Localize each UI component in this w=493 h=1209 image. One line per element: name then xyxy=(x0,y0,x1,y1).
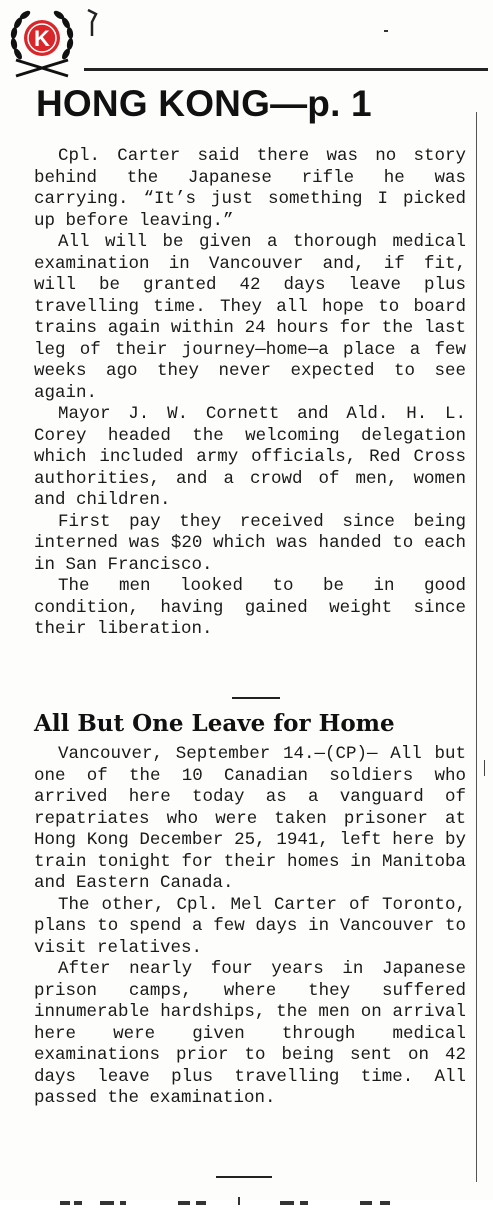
paragraph: After nearly four years in Japanese prison camps, where they suffered innumerable hardships, the men on arrival here were given through medical examinations prior to being sent on 42 days leave plus travelling time. All passed the examination. xyxy=(34,959,466,1108)
top-rule xyxy=(84,68,488,71)
article-continuation xyxy=(34,146,466,641)
headline: HONG KONG—p. 1 xyxy=(36,83,372,124)
paragraph: The other, Cpl. Mel Carter of Toronto, plans to spend a few days in Vancouver to visit relatives. xyxy=(34,894,466,958)
column-rule xyxy=(476,112,477,1182)
ink-speck xyxy=(384,30,388,32)
article-body xyxy=(34,744,466,1110)
subheadline: All But One Leave for Home xyxy=(34,710,395,737)
paragraph: Vancouver, September 14.—(CP)— All but one of the 10 Canadian soldiers who arrived here today as a vanguard of repatriates who were taken prisoner at Hong Kong December 25, 1941, left here by train tonight for their homes in Manitoba and Eastern Canada. xyxy=(34,744,466,893)
section-divider xyxy=(216,1176,272,1178)
laurel-wreath-k-logo-icon xyxy=(6,4,78,80)
corner-glyph-fragment xyxy=(86,8,98,40)
paragraph: First pay they received since being interned was $20 which was handed to each in San Francisco. xyxy=(34,511,466,575)
section-divider xyxy=(232,697,280,699)
paragraph: Mayor J. W. Cornett and Ald. H. L. Corey headed the welcoming delegation which included army officials, Red Cross authorities, and a crowd of men, women and children. xyxy=(34,404,466,510)
emblem-letter: K xyxy=(34,26,50,51)
paragraph: All will be given a thorough medical examination in Vancouver and, if fit, will be granted 42 days leave plus travelling time. They all hope to board trains again within 24 hours for the last leg of their journey—home—a place a few weeks ago they never expected to see again. xyxy=(34,232,466,403)
paragraph: Cpl. Carter said there was no story behind the Japanese rifle he was carrying. “It’s just something I picked up before leaving.” xyxy=(34,146,466,231)
margin-tick xyxy=(484,760,485,776)
cut-off-text-fragment xyxy=(60,1190,440,1200)
paragraph: The men looked to be in good condition, having gained weight since their liberation. xyxy=(34,576,466,639)
